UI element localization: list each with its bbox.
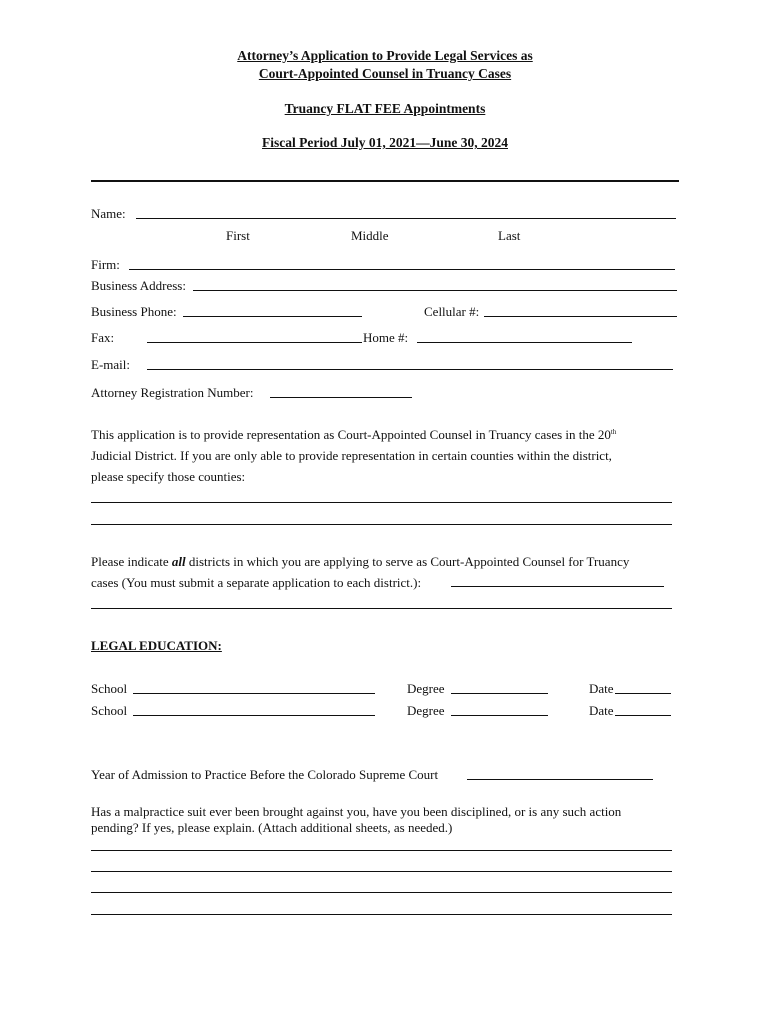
representation-text-a: This application is to provide representation as Court-Appointed Counsel in Truancy cases in the 20 [91,427,611,442]
business-phone-field[interactable] [183,316,362,317]
districts-text-c: cases (You must submit a separate application to each district.): [91,575,422,590]
firm-label: Firm: [91,257,120,272]
date-label-1: Date [589,681,614,696]
malpractice-question-line-2: pending? If yes, please explain. (Attach additional sheets, as needed.) [91,820,453,835]
degree-label-2: Degree [407,703,445,718]
name-field[interactable] [136,218,676,219]
explanation-line-4[interactable] [91,914,672,915]
registration-label: Attorney Registration Number: [91,385,254,400]
representation-text-b: Judicial District. If you are only able to provide representation in certain counties within the district, [91,448,612,463]
middle-name-caption: Middle [351,228,389,243]
explanation-line-3[interactable] [91,892,672,893]
fiscal-period: Fiscal Period July 01, 2021—June 30, 2024 [262,135,508,150]
districts-field[interactable] [451,586,664,587]
header-divider [91,180,679,182]
date-field-2[interactable] [615,715,671,716]
email-label: E-mail: [91,357,130,372]
firm-field[interactable] [129,269,675,270]
date-field-1[interactable] [615,693,671,694]
degree-field-1[interactable] [451,693,548,694]
admission-label: Year of Admission to Practice Before the Colorado Supreme Court [91,767,439,782]
form-title-line-2: Court-Appointed Counsel in Truancy Cases [258,66,512,81]
school-field-2[interactable] [133,715,375,716]
form-title-line-1: Attorney’s Application to Provide Legal Services as [237,48,533,63]
date-label-2: Date [589,703,614,718]
degree-field-2[interactable] [451,715,548,716]
representation-text-c: please specify those counties: [91,469,246,484]
districts-field-line-2[interactable] [91,608,672,609]
districts-text-b: districts in which you are applying to serve as Court-Appointed Counsel for Truancy [185,554,630,569]
last-name-caption: Last [498,228,521,243]
fax-label: Fax: [91,330,115,345]
explanation-line-2[interactable] [91,871,672,872]
representation-paragraph [91,424,671,487]
counties-field-line-2[interactable] [91,524,672,525]
cellular-field[interactable] [484,316,677,317]
malpractice-question-line-1: Has a malpractice suit ever been brought against you, have you been disciplined, or is any such action [91,804,622,819]
business-phone-label: Business Phone: [91,304,177,319]
school-label-2: School [91,703,128,718]
ordinal-suffix: th [610,428,617,436]
business-address-label: Business Address: [91,278,186,293]
districts-text-a: Please indicate [91,554,172,569]
business-address-field[interactable] [193,290,677,291]
admission-year-field[interactable] [467,779,653,780]
counties-field-line-1[interactable] [91,502,672,503]
home-phone-field[interactable] [417,342,632,343]
districts-emphasis: all [171,554,186,569]
legal-education-heading: LEGAL EDUCATION: [91,638,222,653]
form-subtitle: Truancy FLAT FEE Appointments [284,101,486,116]
registration-field[interactable] [270,397,412,398]
fax-field[interactable] [147,342,362,343]
explanation-line-1[interactable] [91,850,672,851]
email-field[interactable] [147,369,673,370]
school-label-1: School [91,681,128,696]
first-name-caption: First [226,228,250,243]
name-label: Name: [91,206,126,221]
home-phone-label: Home #: [363,330,409,345]
degree-label-1: Degree [407,681,445,696]
school-field-1[interactable] [133,693,375,694]
cellular-label: Cellular #: [424,304,480,319]
